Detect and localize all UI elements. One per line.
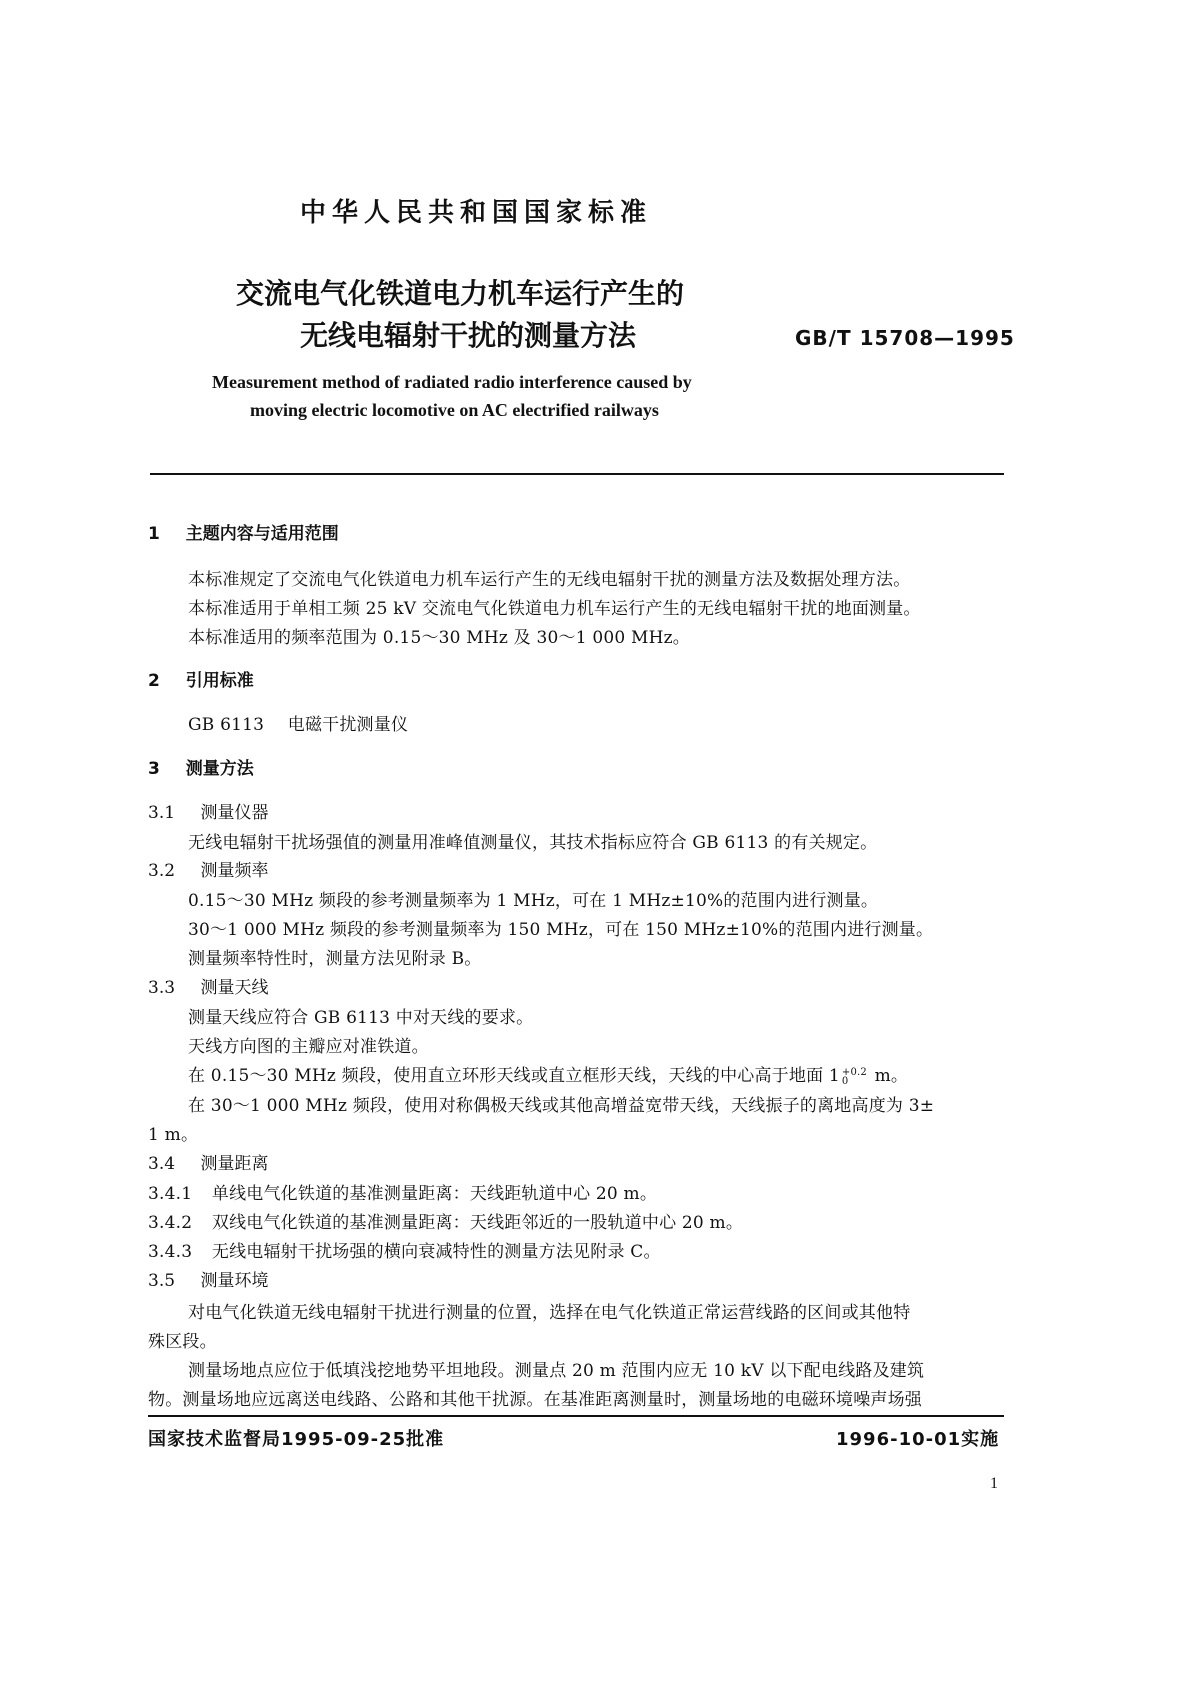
clause-3-4-2 [148, 1208, 743, 1233]
normative-reference [188, 710, 408, 735]
subsection-3-3-paragraph-4-line-1: 在 30～1 000 MHz 频段，使用对称偶极天线或其他高增益宽带天线，天线振子的离地高度为 3± [188, 1096, 935, 1116]
section-3-number: 3 [148, 759, 160, 779]
clause-3-4-3 [148, 1237, 661, 1262]
antenna-height-text: 在 0.15～30 MHz 频段，使用直立环形天线或直立框形天线，天线的中心高于地面 1 [188, 1066, 840, 1086]
section-1-title: 主题内容与适用范围 [185, 524, 339, 544]
clause-3-4-3-number: 3.4.3 [148, 1242, 193, 1262]
subsection-3-5-paragraph-1-line-2: 殊区段。 [148, 1332, 217, 1352]
subsection-3-2-title: 测量频率 [200, 861, 269, 881]
height-tolerance-upper: +0.2 [841, 1066, 867, 1078]
page-number: 1 [990, 1475, 998, 1492]
clause-3-4-1-number: 3.4.1 [148, 1184, 193, 1204]
section-1-number: 1 [148, 524, 160, 544]
subsection-3-4-number: 3.4 [148, 1154, 176, 1174]
doc-title-line1: 交流电气化铁道电力机车运行产生的 [236, 277, 685, 310]
approval-statement: 国家技术监督局1995-09-25批准 [148, 1429, 445, 1450]
subsection-3-1-heading [148, 798, 268, 823]
subsection-3-3-title: 测量天线 [200, 978, 269, 998]
subsection-3-3-heading [148, 973, 268, 998]
section-1-paragraph-1: 本标准规定了交流电气化铁道电力机车运行产生的无线电辐射干扰的测量方法及数据处理方法。 [188, 570, 911, 590]
english-title-line2: moving electric locomotive on AC electrified railways [250, 400, 659, 420]
clause-3-4-3-text: 无线电辐射干扰场强的横向衰减特性的测量方法见附录 C。 [211, 1242, 661, 1262]
subsection-3-5-paragraph-2-line-1: 测量场地点应位于低填浅挖地势平坦地段。测量点 20 m 范围内应无 10 kV 以下配电线路及建筑 [188, 1361, 925, 1381]
clause-3-4-2-number: 3.4.2 [148, 1213, 193, 1233]
section-2-number: 2 [148, 671, 160, 691]
section-1-heading [148, 519, 339, 544]
org-title: 中华人民共和国国家标准 [300, 198, 653, 228]
subsection-3-5-number: 3.5 [148, 1271, 176, 1291]
height-tolerance-lower: 0 [841, 1075, 849, 1087]
subsection-3-3-paragraph-4-line-2: 1 m。 [148, 1125, 199, 1145]
subsection-3-4-heading [148, 1149, 268, 1174]
doc-title-line2: 无线电辐射干扰的测量方法 [300, 319, 637, 352]
implementation-date: 1996-10-01实施 [836, 1429, 1000, 1450]
subsection-3-2-paragraph-3: 测量频率特性时，测量方法见附录 B。 [188, 949, 482, 969]
section-2-heading [148, 666, 254, 691]
clause-3-4-1 [148, 1179, 657, 1204]
subsection-3-3-paragraph-1: 测量天线应符合 GB 6113 中对天线的要求。 [188, 1008, 534, 1028]
section-1-paragraph-3: 本标准适用的频率范围为 0.15～30 MHz 及 30～1 000 MHz。 [188, 628, 690, 648]
height-tolerance [842, 1068, 867, 1086]
subsection-3-3-number: 3.3 [148, 978, 176, 998]
standard-number: GB/T 15708—1995 [795, 326, 1015, 350]
header-rule [150, 473, 1004, 475]
subsection-3-1-paragraph: 无线电辐射干扰场强值的测量用准峰值测量仪，其技术指标应符合 GB 6113 的有关规定。 [188, 833, 878, 853]
section-3-heading [148, 754, 254, 779]
subsection-3-5-paragraph-1-line-1: 对电气化铁道无线电辐射干扰进行测量的位置，选择在电气化铁道正常运营线路的区间或其他特 [188, 1303, 911, 1323]
subsection-3-2-number: 3.2 [148, 861, 176, 881]
reference-title: 电磁干扰测量仪 [287, 715, 409, 735]
subsection-3-4-title: 测量距离 [200, 1154, 269, 1174]
section-1-paragraph-2: 本标准适用于单相工频 25 kV 交流电气化铁道电力机车运行产生的无线电辐射干扰的地面测量。 [188, 599, 921, 619]
footer-rule [148, 1415, 1004, 1417]
subsection-3-3-paragraph-2: 天线方向图的主瓣应对准铁道。 [188, 1037, 429, 1057]
reference-code: GB 6113 [188, 715, 265, 735]
english-title-line1: Measurement method of radiated radio interference caused by [212, 372, 692, 392]
subsection-3-5-heading [148, 1266, 268, 1291]
subsection-3-2-paragraph-1: 0.15～30 MHz 频段的参考测量频率为 1 MHz，可在 1 MHz±10%的范围内进行测量。 [188, 891, 879, 911]
section-3-title: 测量方法 [185, 759, 254, 779]
antenna-height-unit: m。 [869, 1066, 909, 1086]
clause-3-4-1-text: 单线电气化铁道的基准测量距离：天线距轨道中心 20 m。 [211, 1184, 658, 1204]
subsection-3-1-number: 3.1 [148, 803, 176, 823]
subsection-3-3-paragraph-3 [188, 1061, 908, 1086]
subsection-3-2-paragraph-2: 30～1 000 MHz 频段的参考测量频率为 150 MHz，可在 150 MHz±10%的范围内进行测量。 [188, 920, 934, 940]
clause-3-4-2-text: 双线电气化铁道的基准测量距离：天线距邻近的一股轨道中心 20 m。 [211, 1213, 744, 1233]
section-2-title: 引用标准 [185, 671, 254, 691]
subsection-3-2-heading [148, 856, 268, 881]
subsection-3-1-title: 测量仪器 [200, 803, 269, 823]
subsection-3-5-title: 测量环境 [200, 1271, 269, 1291]
subsection-3-5-paragraph-2-line-2: 物。测量场地应远离送电线路、公路和其他干扰源。在基准距离测量时，测量场地的电磁环境噪声场强 [148, 1390, 922, 1410]
